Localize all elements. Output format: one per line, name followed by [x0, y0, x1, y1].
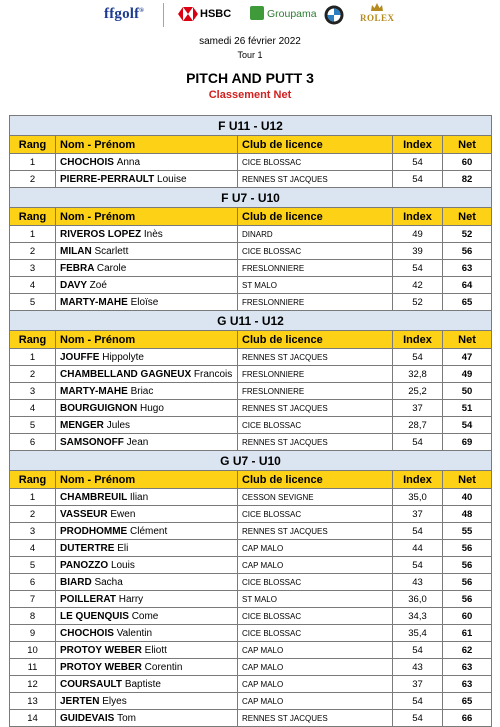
player-first-name: Francois: [193, 368, 233, 380]
player-name-cell: [56, 226, 238, 243]
player-name-cell: [56, 154, 238, 171]
net-score-cell: 64: [443, 277, 492, 294]
index-cell: 42: [393, 277, 443, 294]
player-name-cell: [56, 171, 238, 188]
table-row: [10, 659, 492, 676]
player-first-name: Come: [131, 610, 159, 622]
rank-cell: 11: [10, 659, 56, 676]
player-last-name: CHAMBREUIL: [60, 491, 128, 503]
table-row: [10, 540, 492, 557]
index-cell: 37: [393, 506, 443, 523]
column-header-row: [10, 136, 492, 154]
table-row: [10, 349, 492, 366]
player-first-name: Hippolyte: [102, 351, 144, 363]
player-first-name: Clément: [130, 525, 168, 537]
sponsor-divider: [163, 3, 164, 27]
net-score-cell: 50: [443, 383, 492, 400]
column-header-index: Index: [393, 208, 443, 226]
index-cell: 25,2: [393, 383, 443, 400]
index-cell: 39: [393, 243, 443, 260]
player-last-name: POILLERAT: [60, 593, 116, 605]
groupama-wordmark: Groupama: [267, 8, 317, 20]
player-first-name: Hugo: [140, 402, 164, 414]
net-score-cell: 56: [443, 574, 492, 591]
index-cell: 54: [393, 260, 443, 277]
rank-cell: 2: [10, 506, 56, 523]
index-cell: 37: [393, 676, 443, 693]
rank-cell: 5: [10, 557, 56, 574]
player-name-cell: [56, 625, 238, 642]
net-score-cell: 63: [443, 676, 492, 693]
net-score-cell: 82: [443, 171, 492, 188]
table-row: [10, 506, 492, 523]
net-score-cell: 60: [443, 154, 492, 171]
tour-label: Tour 1: [237, 50, 263, 60]
player-first-name: Valentin: [116, 627, 153, 639]
club-cell: CAP MALO: [238, 659, 393, 676]
net-score-cell: 40: [443, 489, 492, 506]
club-cell: FRESLONNIERE: [238, 260, 393, 277]
club-cell: CICE BLOSSAC: [238, 243, 393, 260]
net-score-cell: 51: [443, 400, 492, 417]
net-score-cell: 56: [443, 557, 492, 574]
club-cell: CICE BLOSSAC: [238, 154, 393, 171]
net-score-cell: 62: [443, 642, 492, 659]
player-last-name: JERTEN: [60, 695, 100, 707]
player-name-cell: [56, 693, 238, 710]
rank-cell: 14: [10, 710, 56, 727]
club-cell: DINARD: [238, 226, 393, 243]
index-cell: 37: [393, 400, 443, 417]
table-row: [10, 557, 492, 574]
club-cell: CAP MALO: [238, 693, 393, 710]
column-header-index: Index: [393, 136, 443, 154]
player-last-name: PROTOY WEBER: [60, 644, 142, 656]
index-cell: 54: [393, 434, 443, 451]
player-first-name: Eloïse: [130, 296, 159, 308]
player-last-name: PIERRE-PERRAULT: [60, 173, 155, 185]
player-first-name: Ewen: [110, 508, 136, 520]
player-first-name: Louis: [110, 559, 135, 571]
net-score-cell: 52: [443, 226, 492, 243]
table-row: [10, 171, 492, 188]
results-body: [10, 116, 492, 727]
column-header-nom: Nom - Prénom: [56, 136, 238, 154]
net-score-cell: 63: [443, 260, 492, 277]
rank-cell: 7: [10, 591, 56, 608]
player-name-cell: [56, 260, 238, 277]
player-last-name: BOURGUIGNON: [60, 402, 138, 414]
group-title: F U11 - U12: [10, 116, 492, 136]
net-score-cell: 56: [443, 540, 492, 557]
net-score-cell: 65: [443, 693, 492, 710]
club-cell: CAP MALO: [238, 642, 393, 659]
player-name-cell: [56, 400, 238, 417]
table-row: [10, 591, 492, 608]
club-cell: CICE BLOSSAC: [238, 608, 393, 625]
player-name-cell: [56, 417, 238, 434]
rank-cell: 6: [10, 574, 56, 591]
table-row: [10, 434, 492, 451]
club-cell: CICE BLOSSAC: [238, 625, 393, 642]
club-cell: RENNES ST JACQUES: [238, 523, 393, 540]
index-cell: 54: [393, 171, 443, 188]
table-row: [10, 260, 492, 277]
player-name-cell: [56, 710, 238, 727]
net-score-cell: 69: [443, 434, 492, 451]
player-first-name: Tom: [117, 712, 136, 724]
event-date: samedi 26 février 2022: [199, 36, 301, 47]
table-row: [10, 642, 492, 659]
rank-cell: 3: [10, 383, 56, 400]
club-cell: CICE BLOSSAC: [238, 506, 393, 523]
player-last-name: BIARD: [60, 576, 92, 588]
player-first-name: Ilian: [129, 491, 149, 503]
player-last-name: RIVEROS LOPEZ: [60, 228, 142, 240]
results-table: [9, 115, 492, 727]
club-cell: CAP MALO: [238, 557, 393, 574]
column-header-net: Net: [443, 331, 492, 349]
rank-cell: 5: [10, 294, 56, 311]
player-name-cell: [56, 676, 238, 693]
net-score-cell: 61: [443, 625, 492, 642]
index-cell: 54: [393, 557, 443, 574]
index-cell: 49: [393, 226, 443, 243]
column-header-club: Club de licence: [238, 331, 393, 349]
rank-cell: 4: [10, 400, 56, 417]
player-last-name: PRODHOMME: [60, 525, 128, 537]
rank-cell: 4: [10, 540, 56, 557]
player-first-name: Carole: [96, 262, 127, 274]
column-header-nom: Nom - Prénom: [56, 331, 238, 349]
column-header-nom: Nom - Prénom: [56, 208, 238, 226]
rolex-crown-icon: [370, 2, 384, 12]
index-cell: 43: [393, 574, 443, 591]
club-cell: CICE BLOSSAC: [238, 417, 393, 434]
groupama-leaf-icon: [250, 6, 264, 20]
club-cell: CESSON SEVIGNE: [238, 489, 393, 506]
player-last-name: CHOCHOIS: [60, 156, 114, 168]
player-last-name: MARTY-MAHE: [60, 296, 128, 308]
player-name-cell: [56, 489, 238, 506]
player-name-cell: [56, 591, 238, 608]
player-last-name: COURSAULT: [60, 678, 123, 690]
player-last-name: DUTERTRE: [60, 542, 115, 554]
rank-cell: 4: [10, 277, 56, 294]
index-cell: 54: [393, 710, 443, 727]
column-header-rang: Rang: [10, 136, 56, 154]
group-title: G U11 - U12: [10, 311, 492, 331]
group-title: G U7 - U10: [10, 451, 492, 471]
column-header-net: Net: [443, 136, 492, 154]
club-cell: RENNES ST JACQUES: [238, 400, 393, 417]
player-name-cell: [56, 659, 238, 676]
player-last-name: MENGER: [60, 419, 104, 431]
table-row: [10, 226, 492, 243]
net-score-cell: 55: [443, 523, 492, 540]
table-row: [10, 693, 492, 710]
column-header-row: [10, 331, 492, 349]
rank-cell: 1: [10, 226, 56, 243]
club-cell: ST MALO: [238, 591, 393, 608]
column-header-net: Net: [443, 208, 492, 226]
net-score-cell: 63: [443, 659, 492, 676]
player-last-name: MARTY-MAHE: [60, 385, 128, 397]
club-cell: RENNES ST JACQUES: [238, 434, 393, 451]
player-name-cell: [56, 557, 238, 574]
player-last-name: CHOCHOIS: [60, 627, 114, 639]
hsbc-wordmark: HSBC: [200, 8, 232, 20]
player-name-cell: [56, 294, 238, 311]
table-row: [10, 523, 492, 540]
club-cell: FRESLONNIERE: [238, 383, 393, 400]
index-cell: 54: [393, 154, 443, 171]
player-first-name: Louise: [157, 173, 187, 185]
player-name-cell: [56, 523, 238, 540]
player-first-name: Anna: [116, 156, 141, 168]
rank-cell: 1: [10, 489, 56, 506]
rank-cell: 3: [10, 260, 56, 277]
player-name-cell: [56, 540, 238, 557]
player-first-name: Scarlett: [94, 245, 129, 257]
player-name-cell: [56, 434, 238, 451]
index-cell: 54: [393, 693, 443, 710]
club-cell: ST MALO: [238, 277, 393, 294]
column-header-club: Club de licence: [238, 471, 393, 489]
index-cell: 43: [393, 659, 443, 676]
rank-cell: 12: [10, 676, 56, 693]
player-last-name: MILAN: [60, 245, 92, 257]
column-header-rang: Rang: [10, 208, 56, 226]
column-header-rang: Rang: [10, 331, 56, 349]
player-last-name: PROTOY WEBER: [60, 661, 142, 673]
player-last-name: DAVY: [60, 279, 87, 291]
player-name-cell: [56, 642, 238, 659]
rank-cell: 1: [10, 349, 56, 366]
player-name-cell: [56, 366, 238, 383]
player-last-name: FEBRA: [60, 262, 95, 274]
rank-cell: 5: [10, 417, 56, 434]
table-row: [10, 243, 492, 260]
player-name-cell: [56, 243, 238, 260]
column-header-net: Net: [443, 471, 492, 489]
sponsor-bar: [0, 0, 500, 30]
table-row: [10, 154, 492, 171]
player-name-cell: [56, 277, 238, 294]
player-first-name: Jules: [106, 419, 131, 431]
table-row: [10, 400, 492, 417]
net-score-cell: 47: [443, 349, 492, 366]
index-cell: 44: [393, 540, 443, 557]
player-last-name: GUIDEVAIS: [60, 712, 115, 724]
rank-cell: 9: [10, 625, 56, 642]
player-name-cell: [56, 574, 238, 591]
table-row: [10, 676, 492, 693]
index-cell: 32,8: [393, 366, 443, 383]
index-cell: 34,3: [393, 608, 443, 625]
table-row: [10, 417, 492, 434]
column-header-row: [10, 208, 492, 226]
player-last-name: CHAMBELLAND GAGNEUX: [60, 368, 192, 380]
column-header-rang: Rang: [10, 471, 56, 489]
table-row: [10, 625, 492, 642]
club-cell: CICE BLOSSAC: [238, 574, 393, 591]
club-cell: FRESLONNIERE: [238, 366, 393, 383]
bmw-roundel-icon: [324, 5, 344, 25]
net-score-cell: 66: [443, 710, 492, 727]
table-row: [10, 608, 492, 625]
page-subtitle: Classement Net: [208, 89, 292, 101]
table-row: [10, 277, 492, 294]
player-last-name: JOUFFE: [60, 351, 100, 363]
player-last-name: VASSEUR: [60, 508, 108, 520]
player-name-cell: [56, 506, 238, 523]
player-name-cell: [56, 349, 238, 366]
column-header-row: [10, 471, 492, 489]
player-first-name: Eli: [117, 542, 129, 554]
net-score-cell: 65: [443, 294, 492, 311]
table-row: [10, 710, 492, 727]
club-cell: RENNES ST JACQUES: [238, 349, 393, 366]
net-score-cell: 49: [443, 366, 492, 383]
player-first-name: Inès: [143, 228, 163, 240]
index-cell: 54: [393, 523, 443, 540]
group-header-row: [10, 116, 492, 136]
player-name-cell: [56, 608, 238, 625]
table-row: [10, 489, 492, 506]
group-header-row: [10, 451, 492, 471]
table-row: [10, 383, 492, 400]
group-header-row: [10, 311, 492, 331]
index-cell: 35,0: [393, 489, 443, 506]
player-first-name: Harry: [118, 593, 144, 605]
net-score-cell: 56: [443, 591, 492, 608]
ffgolf-logo: ffgolf®: [104, 6, 145, 22]
group-title: F U7 - U10: [10, 188, 492, 208]
player-first-name: Elyes: [102, 695, 127, 707]
club-cell: FRESLONNIERE: [238, 294, 393, 311]
net-score-cell: 56: [443, 243, 492, 260]
net-score-cell: 60: [443, 608, 492, 625]
player-last-name: PANOZZO: [60, 559, 109, 571]
club-cell: CAP MALO: [238, 540, 393, 557]
player-first-name: Jean: [126, 436, 149, 448]
group-header-row: [10, 188, 492, 208]
table-row: [10, 574, 492, 591]
player-first-name: Zoé: [89, 279, 107, 291]
player-first-name: Sacha: [94, 576, 123, 588]
column-header-nom: Nom - Prénom: [56, 471, 238, 489]
rank-cell: 13: [10, 693, 56, 710]
rank-cell: 2: [10, 171, 56, 188]
player-first-name: Eliott: [144, 644, 167, 656]
player-first-name: Corentin: [144, 661, 183, 673]
rank-cell: 1: [10, 154, 56, 171]
club-cell: RENNES ST JACQUES: [238, 171, 393, 188]
hsbc-hexagon-icon: [178, 7, 198, 21]
club-cell: CAP MALO: [238, 676, 393, 693]
rank-cell: 2: [10, 366, 56, 383]
rank-cell: 8: [10, 608, 56, 625]
table-row: [10, 294, 492, 311]
player-first-name: Briac: [130, 385, 154, 397]
column-header-club: Club de licence: [238, 208, 393, 226]
index-cell: 54: [393, 349, 443, 366]
player-first-name: Baptiste: [124, 678, 161, 690]
club-cell: RENNES ST JACQUES: [238, 710, 393, 727]
rank-cell: 10: [10, 642, 56, 659]
index-cell: 54: [393, 642, 443, 659]
rank-cell: 2: [10, 243, 56, 260]
index-cell: 52: [393, 294, 443, 311]
column-header-club: Club de licence: [238, 136, 393, 154]
player-last-name: LE QUENQUIS: [60, 610, 129, 622]
rolex-wordmark: ROLEX: [360, 13, 395, 23]
index-cell: 35,4: [393, 625, 443, 642]
column-header-index: Index: [393, 471, 443, 489]
index-cell: 36,0: [393, 591, 443, 608]
rank-cell: 3: [10, 523, 56, 540]
index-cell: 28,7: [393, 417, 443, 434]
net-score-cell: 54: [443, 417, 492, 434]
column-header-index: Index: [393, 331, 443, 349]
table-row: [10, 366, 492, 383]
rank-cell: 6: [10, 434, 56, 451]
net-score-cell: 48: [443, 506, 492, 523]
player-last-name: SAMSONOFF: [60, 436, 124, 448]
page-title: PITCH AND PUTT 3: [186, 70, 314, 86]
player-name-cell: [56, 383, 238, 400]
